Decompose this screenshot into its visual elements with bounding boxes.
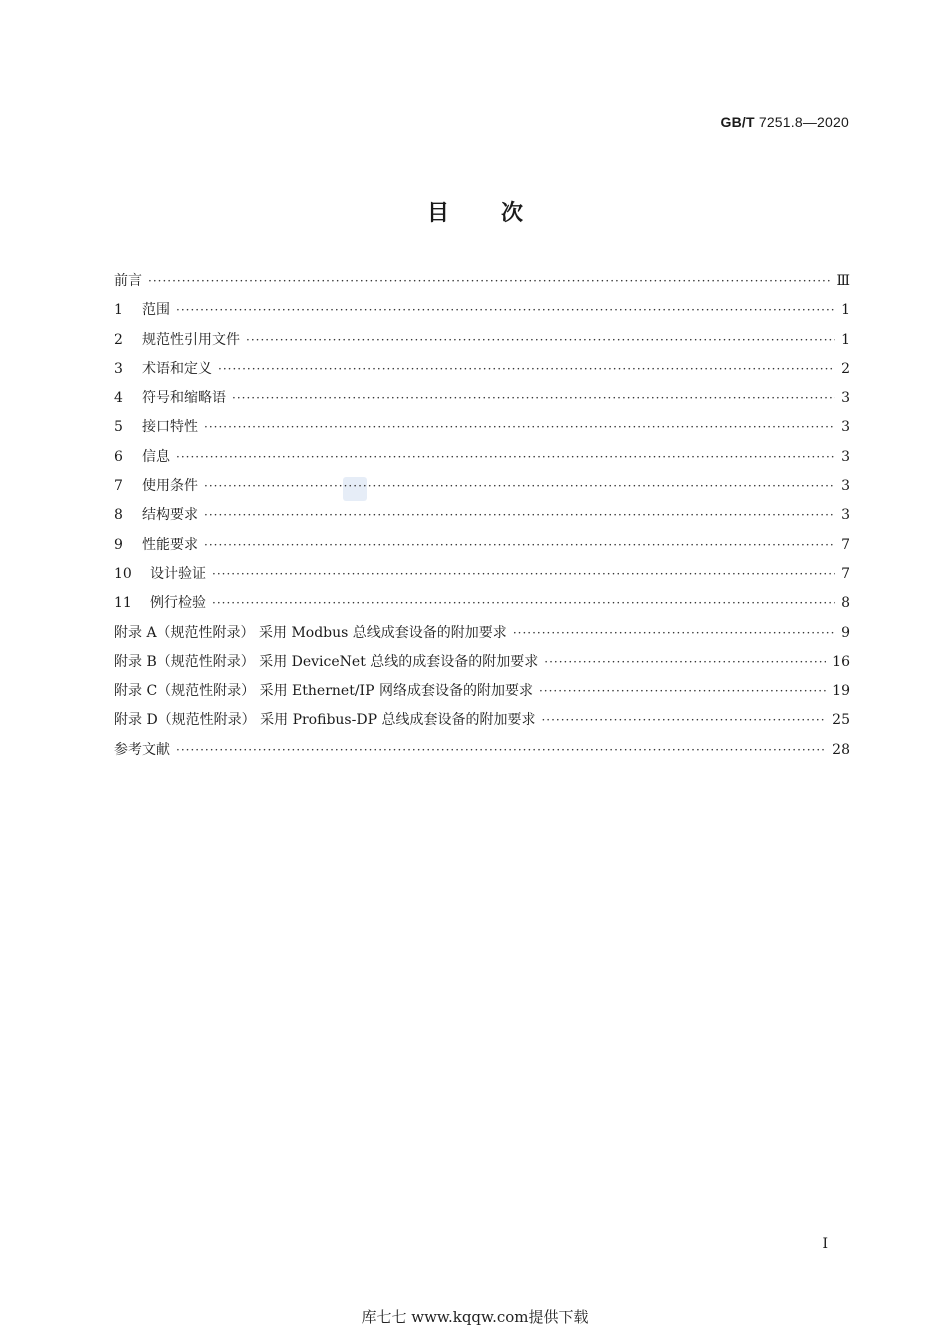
toc-entry[interactable] [114, 358, 850, 387]
toc-leader-dots [204, 479, 835, 493]
toc-leader-dots [541, 713, 826, 727]
toc-entry-page: 1 [841, 302, 850, 319]
toc-leader-dots [232, 391, 835, 405]
toc-entry-label: 前言 [114, 273, 142, 289]
page-title: 目次 [426, 201, 575, 226]
table-of-contents [114, 270, 850, 768]
toc-entry-label: 设计验证 [150, 565, 206, 582]
toc-entry-page: 3 [841, 390, 850, 407]
toc-entry-number: 6 [114, 448, 123, 465]
toc-leader-dots [513, 626, 835, 640]
toc-entry-label: 范围 [142, 302, 170, 319]
toc-leader-dots [176, 450, 835, 464]
toc-entry-page: 3 [841, 478, 850, 495]
toc-entry[interactable] [114, 534, 850, 563]
page-number: I [822, 1236, 828, 1252]
toc-entry[interactable] [114, 592, 850, 621]
toc-entry-number: 7 [114, 478, 123, 495]
toc-leader-dots [539, 684, 826, 698]
toc-entry[interactable] [114, 416, 850, 445]
toc-leader-dots [246, 333, 835, 347]
toc-entry-page: 8 [841, 595, 850, 612]
toc-entry-number: 11 [114, 595, 132, 612]
toc-entry-label: 信息 [142, 448, 170, 465]
toc-leader-dots [148, 274, 830, 288]
toc-entry-page: 3 [841, 448, 850, 465]
toc-entry-page: 9 [841, 624, 850, 641]
toc-entry[interactable] [114, 563, 850, 592]
toc-leader-dots [176, 303, 835, 317]
toc-entry[interactable] [114, 504, 850, 533]
toc-entry-page: 16 [832, 653, 850, 670]
toc-entry-page: 2 [841, 360, 850, 377]
toc-entry-number: 3 [114, 360, 123, 377]
toc-entry-label: 符号和缩略语 [142, 390, 226, 407]
toc-entry-label: 性能要求 [142, 536, 198, 553]
toc-entry-label: 附录 D（规范性附录） 采用 Profibus-DP 总线成套设备的附加要求 [114, 712, 536, 729]
toc-entry[interactable] [114, 270, 850, 299]
toc-entry-label: 附录 A（规范性附录） 采用 Modbus 总线成套设备的附加要求 [114, 624, 507, 641]
standard-code [720, 114, 849, 130]
toc-entry-number: 1 [114, 302, 123, 319]
toc-entry-page: 1 [841, 331, 850, 348]
toc-entry[interactable] [114, 739, 850, 768]
toc-entry-page: 3 [841, 507, 850, 524]
toc-entry-label: 附录 C（规范性附录） 采用 Ethernet/IP 网络成套设备的附加要求 [114, 683, 533, 700]
toc-entry-number: 9 [114, 536, 123, 553]
standard-prefix: GB/T [720, 114, 755, 130]
toc-entry[interactable] [114, 299, 850, 328]
toc-entry-label: 附录 B（规范性附录） 采用 DeviceNet 总线的成套设备的附加要求 [114, 653, 539, 670]
toc-entry-number: 2 [114, 331, 123, 348]
toc-entry-page: 19 [832, 683, 850, 700]
toc-entry-page: 28 [832, 741, 850, 758]
toc-entry[interactable] [114, 709, 850, 738]
toc-leader-dots [544, 655, 826, 669]
toc-entry-page: 7 [841, 565, 850, 582]
standard-number: 7251.8—2020 [758, 114, 849, 130]
toc-entry-page: 7 [841, 536, 850, 553]
toc-leader-dots [204, 508, 835, 522]
toc-entry-page: 3 [841, 419, 850, 436]
toc-leader-dots [212, 596, 835, 610]
toc-entry-number: 5 [114, 419, 123, 436]
toc-leader-dots [212, 567, 835, 581]
toc-entry-label: 术语和定义 [142, 360, 212, 377]
toc-entry-label: 例行检验 [150, 595, 206, 612]
toc-entry-label: 使用条件 [142, 478, 198, 495]
toc-entry[interactable] [114, 387, 850, 416]
toc-entry-number: 4 [114, 390, 123, 407]
toc-leader-dots [176, 743, 826, 757]
toc-entry-label: 规范性引用文件 [142, 331, 240, 348]
toc-entry[interactable] [114, 680, 850, 709]
toc-entry[interactable] [114, 329, 850, 358]
toc-entry-number: 8 [114, 507, 123, 524]
toc-leader-dots [204, 420, 835, 434]
toc-leader-dots [218, 362, 835, 376]
toc-entry[interactable] [114, 622, 850, 651]
toc-entry-page: 25 [832, 712, 850, 729]
toc-entry-label: 参考文献 [114, 741, 170, 758]
toc-entry-number: 10 [114, 565, 132, 582]
toc-entry-label: 结构要求 [142, 507, 198, 524]
toc-leader-dots [204, 538, 835, 552]
toc-entry[interactable] [114, 446, 850, 475]
toc-entry[interactable] [114, 475, 850, 504]
toc-entry-label: 接口特性 [142, 419, 198, 436]
toc-entry[interactable] [114, 651, 850, 680]
toc-entry-page: Ⅲ [836, 273, 850, 289]
footer-text: 库七七 www.kqqw.com提供下载 [361, 1308, 589, 1326]
